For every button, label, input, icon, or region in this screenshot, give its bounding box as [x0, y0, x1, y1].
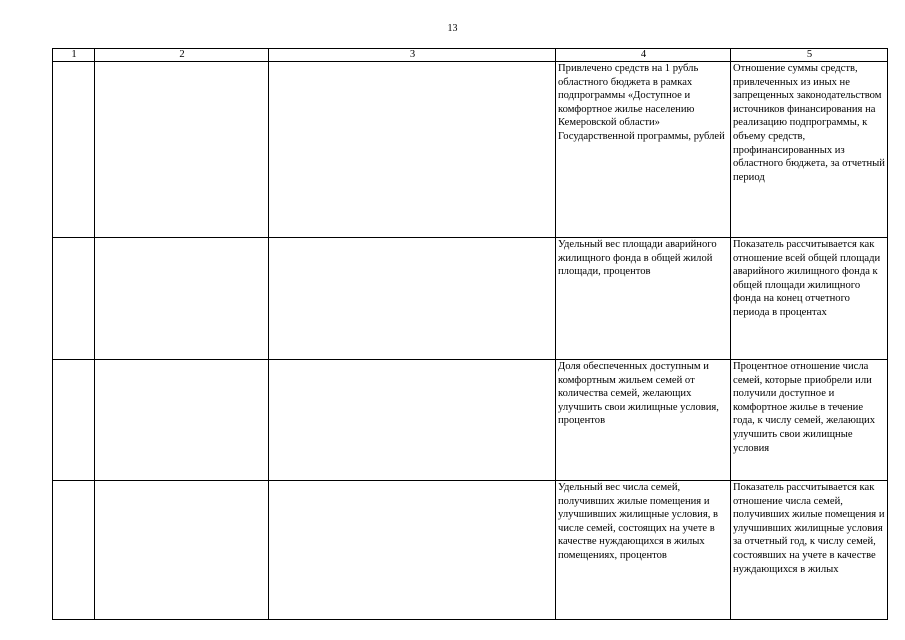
- indicator-method-text: Показатель рассчитывается как отношение числа семей, получивших жилые помещения и улучшивших жилищные условия за отчетный год, к числу семей, состоявших на учете в качестве нуждающихся в жилых: [733, 482, 885, 575]
- cell-col2: [95, 238, 269, 360]
- indicator-method-cell: Отношение суммы средств, привлеченных из иных не запрещенных законодательством источников финансирования на реализацию подпрограммы, к объему средств, профинансированных из областного бюджета, за отчетный период: [731, 62, 888, 238]
- header-cell-2: 2: [95, 49, 269, 62]
- indicator-method-cell: Процентное отношение числа семей, которые приобрели или получили доступное и комфортное жилье в течение года, к числу семей, желающих улучшить свои жилищные условия: [731, 360, 888, 481]
- cell-col3: [269, 238, 556, 360]
- table-row: [53, 238, 888, 360]
- indicator-name-cell: Удельный вес числа семей, получивших жилые помещения и улучшивших жилищные условия, в числе семей, состоящих на учете в качестве нуждающихся в жилых помещениях, процентов: [556, 481, 731, 620]
- cell-col3: [269, 481, 556, 620]
- cell-col3: [269, 62, 556, 238]
- cell-col1: [53, 62, 95, 238]
- cell-col3: [269, 360, 556, 481]
- indicator-name-cell: Привлечено средств на 1 рубль областного бюджета в рамках подпрограммы «Доступное и комфортное жилье населению Кемеровской области» Государственной программы, рублей: [556, 62, 731, 238]
- table-row: [53, 481, 888, 620]
- table-row: [53, 360, 888, 481]
- indicator-name-cell: Доля обеспеченных доступным и комфортным жильем семей от количества семей, желающих улучшить свои жилищные условия, процентов: [556, 360, 731, 481]
- cell-col1: [53, 238, 95, 360]
- page-number: 13: [447, 23, 458, 34]
- header-cell-3: 3: [269, 49, 556, 62]
- cell-col1: [53, 360, 95, 481]
- indicator-method-cell: [731, 481, 888, 620]
- indicators-table: [52, 48, 888, 620]
- header-cell-1: 1: [53, 49, 95, 62]
- cell-col1: [53, 481, 95, 620]
- cell-col2: [95, 481, 269, 620]
- header-cell-5: 5: [731, 49, 888, 62]
- cell-col2: [95, 360, 269, 481]
- cell-col2: [95, 62, 269, 238]
- header-cell-4: 4: [556, 49, 731, 62]
- table-row: [53, 62, 888, 238]
- header-row: [53, 49, 888, 62]
- indicator-name-cell: Удельный вес площади аварийного жилищного фонда в общей жилой площади, процентов: [556, 238, 731, 360]
- indicator-method-cell: Показатель рассчитывается как отношение всей общей площади аварийного жилищного фонда к общей площади жилищного фонда на конец отчетного периода в процентах: [731, 238, 888, 360]
